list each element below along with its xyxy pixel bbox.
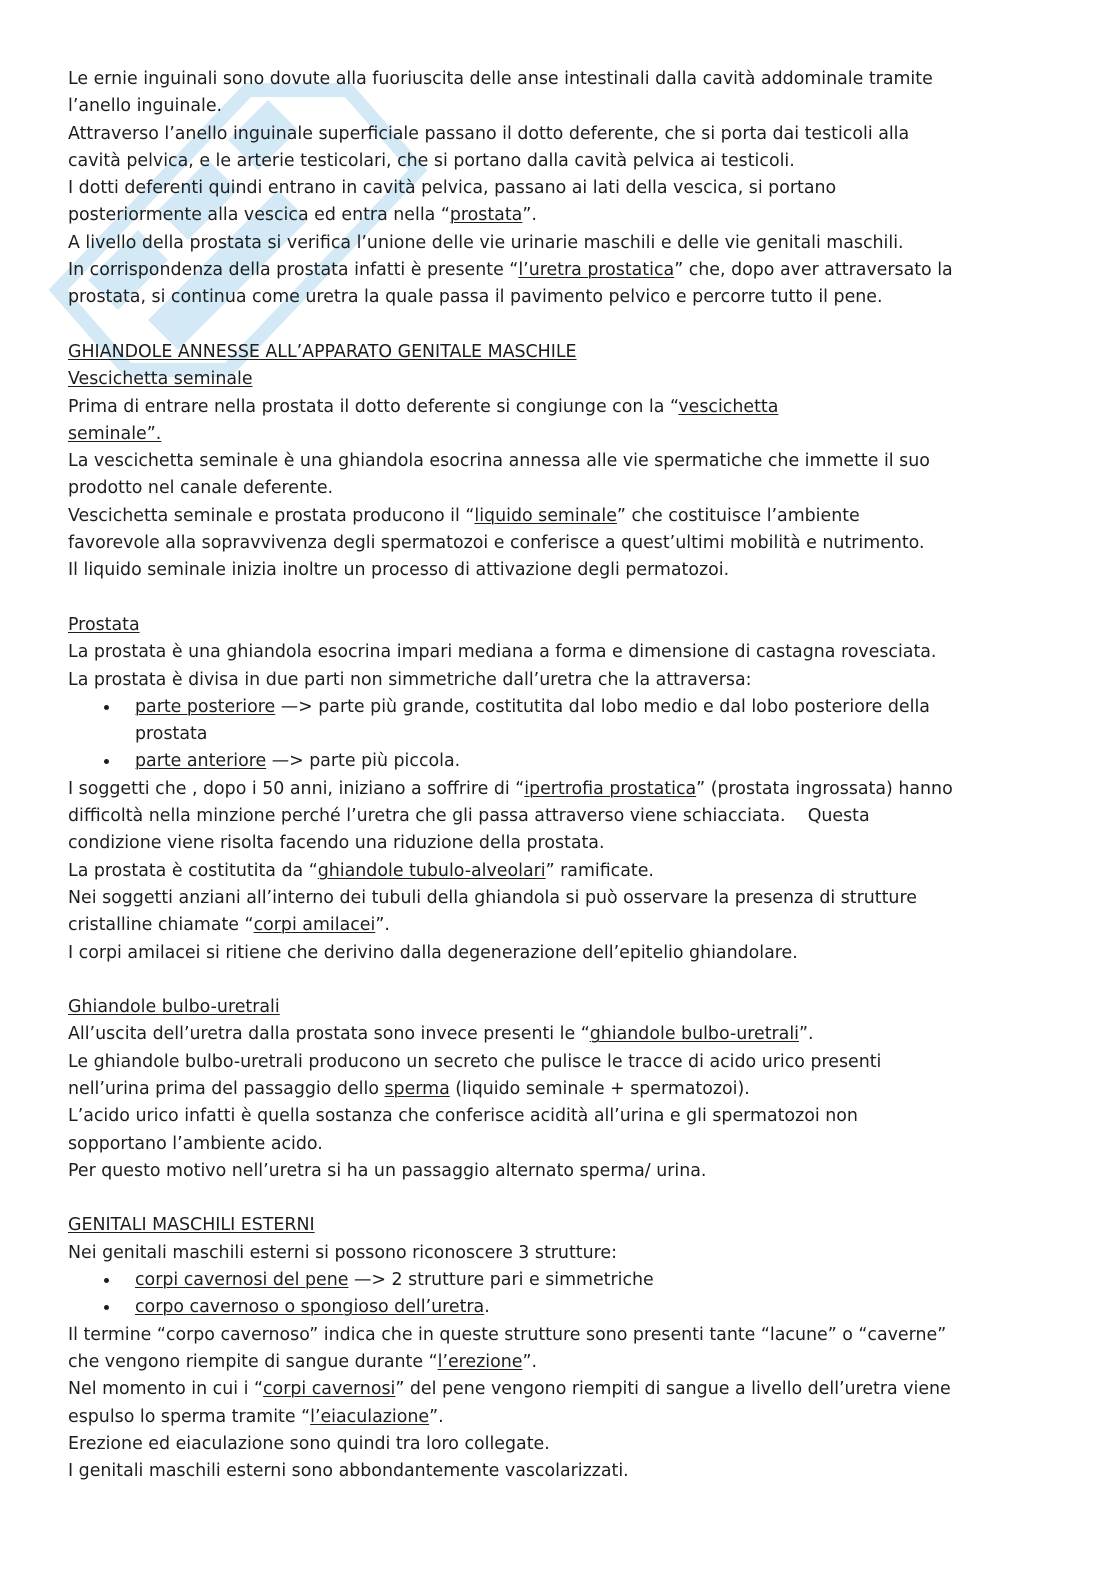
text-line: prostata, si continua come uretra la quale passa il pavimento pelvico e percorre tutto il pene. — [68, 287, 883, 308]
text-line: La prostata è divisa in due parti non simmetriche dall’uretra che la attraversa: — [68, 669, 752, 690]
text-line: Le ghiandole bulbo-uretrali producono un secreto che pulisce le tracce di acido urico presenti — [68, 1051, 882, 1072]
term-liquido-seminale: liquido seminale — [474, 505, 617, 526]
term-corpi-amilacei: corpi amilacei — [253, 915, 376, 936]
text-line: All’uscita dell’uretra dalla prostata sono invece presenti le “ghiandole bulbo-uretrali”. — [68, 1024, 814, 1045]
text-line: Prima di entrare nella prostata il dotto deferente si congiunge con la “vescichetta — [68, 396, 779, 417]
term-parte-anteriore: parte anteriore — [135, 751, 267, 772]
term-ipertrofia-prostatica: ipertrofia prostatica — [524, 778, 697, 799]
text-line: difficoltà nella minzione perché l’uretra che gli passa attraverso viene schiacciata. Questa — [68, 806, 870, 827]
text-line: cristalline chiamate “corpi amilacei”. — [68, 915, 390, 936]
list-item: parte posteriore —> parte più grande, costitutita dal lobo medio e dal lobo posteriore della prostata — [135, 694, 1058, 749]
section-title-ghiandole: GHIANDOLE ANNESSE ALL’APPARATO GENITALE MASCHILE — [68, 341, 577, 362]
text-line: l’anello inguinale. — [68, 96, 223, 117]
document-body — [68, 66, 1058, 1485]
text-line: Le ernie inguinali sono dovute alla fuoriuscita delle anse intestinali dalla cavità addominale tramite — [68, 69, 933, 89]
list-item: corpo cavernoso o spongioso dell’uretra. — [135, 1294, 1058, 1321]
term-corpi-cavernosi-pene: corpi cavernosi del pene — [135, 1270, 349, 1291]
term-uretra-prostatica: l’uretra prostatica — [518, 260, 675, 281]
text-line: Nel momento in cui i “corpi cavernosi” del pene vengono riempiti di sangue a livello dell’uretra viene — [68, 1379, 951, 1400]
term-parte-posteriore: parte posteriore — [135, 696, 276, 717]
prostata-parts-list — [68, 694, 1058, 776]
text-line: posteriormente alla vescica ed entra nella “prostata”. — [68, 205, 537, 226]
text-line: Erezione ed eiaculazione sono quindi tra loro collegate. — [68, 1433, 550, 1454]
text-line: Nei soggetti anziani all’interno dei tubuli della ghiandola si può osservare la presenza di strutture — [68, 887, 917, 908]
term-vescichetta: vescichetta — [678, 396, 779, 417]
text-line: La prostata è una ghiandola esocrina impari mediana a forma e dimensione di castagna rovesciata. — [68, 642, 937, 663]
text-line: La prostata è costitutita da “ghiandole tubulo-alveolari” ramificate. — [68, 860, 654, 881]
text-line — [68, 421, 1058, 448]
term-eiaculazione: l’eiaculazione — [310, 1406, 430, 1427]
text-line: Nei genitali maschili esterni si possono riconoscere 3 strutture: — [68, 1242, 617, 1263]
text-line: I corpi amilacei si ritiene che derivino dalla degenerazione dell’epitelio ghiandolare. — [68, 942, 798, 963]
term-corpi-cavernosi: corpi cavernosi — [263, 1379, 396, 1400]
term-corpo-spongioso: corpo cavernoso o spongioso dell’uretra — [135, 1297, 485, 1318]
term-prostata: prostata — [449, 205, 523, 226]
subsection-title-prostata: Prostata — [68, 614, 140, 635]
term-seminale: seminale”. — [68, 423, 162, 444]
text-line: cavità pelvica, e le arterie testicolari, che si portano dalla cavità pelvica ai testicoli. — [68, 150, 795, 171]
text-line: A livello della prostata si verifica l’unione delle vie urinarie maschili e delle vie genitali maschili. — [68, 232, 904, 253]
structures-list — [68, 1267, 1058, 1322]
text-line: che vengono riempite di sangue durante “l’erezione”. — [68, 1351, 538, 1372]
text-line: L’acido urico infatti è quella sostanza che conferisce acidità all’urina e gli spermatozoi non — [68, 1106, 858, 1127]
text-line: Per questo motivo nell’uretra si ha un passaggio alternato sperma/ urina. — [68, 1160, 707, 1181]
text-line: I dotti deferenti quindi entrano in cavità pelvica, passano ai lati della vescica, si portano — [68, 178, 837, 199]
subsection-title-vescichetta: Vescichetta seminale — [68, 369, 253, 390]
text-line: favorevole alla sopravvivenza degli spermatozoi e conferisce a quest’ultimi mobilità e nutrimento. — [68, 533, 925, 554]
term-sperma: sperma — [384, 1078, 450, 1099]
text-line: Il termine “corpo cavernoso” indica che in queste strutture sono presenti tante “lacune” o “caverne” — [68, 1324, 947, 1345]
section-title-genitali-esterni: GENITALI MASCHILI ESTERNI — [68, 1215, 315, 1236]
subsection-title-bulbo-uretrali: Ghiandole bulbo-uretrali — [68, 997, 280, 1018]
text-line: La vescichetta seminale è una ghiandola esocrina annessa alle vie spermatiche che immette il suo — [68, 451, 930, 472]
text-line: prodotto nel canale deferente. — [68, 478, 334, 499]
term-ghiandole-tubulo-alveolari: ghiandole tubulo-alveolari — [317, 860, 546, 881]
text-line: sopportano l’ambiente acido. — [68, 1133, 323, 1154]
text-line: Vescichetta seminale e prostata producono il “liquido seminale” che costituisce l’ambiente — [68, 505, 860, 526]
text-line: espulso lo sperma tramite “l’eiaculazione”. — [68, 1406, 444, 1427]
text-line: In corrispondenza della prostata infatti è presente “l’uretra prostatica” che, dopo aver attraversato la — [68, 260, 953, 281]
text-line: Attraverso l’anello inguinale superficiale passano il dotto deferente, che si porta dai testicoli alla — [68, 123, 910, 144]
text-line: Il liquido seminale inizia inoltre un processo di attivazione degli permatozoi. — [68, 560, 730, 581]
text-line: I soggetti che , dopo i 50 anni, iniziano a soffrire di “ipertrofia prostatica” (prostata ingrossata) hanno — [68, 778, 953, 799]
text-line: condizione viene risolta facendo una riduzione della prostata. — [68, 833, 605, 854]
list-item: parte anteriore —> parte più piccola. — [135, 748, 1058, 775]
text-line: nell’urina prima del passaggio dello sperma (liquido seminale + spermatozoi). — [68, 1078, 750, 1099]
term-ghiandole-bulbo-uretrali: ghiandole bulbo-uretrali — [589, 1024, 799, 1045]
text-line: I genitali maschili esterni sono abbondantemente vascolarizzati. — [68, 1461, 629, 1482]
list-item: corpi cavernosi del pene —> 2 strutture pari e simmetriche — [135, 1267, 1058, 1294]
term-erezione: l’erezione — [437, 1351, 523, 1372]
